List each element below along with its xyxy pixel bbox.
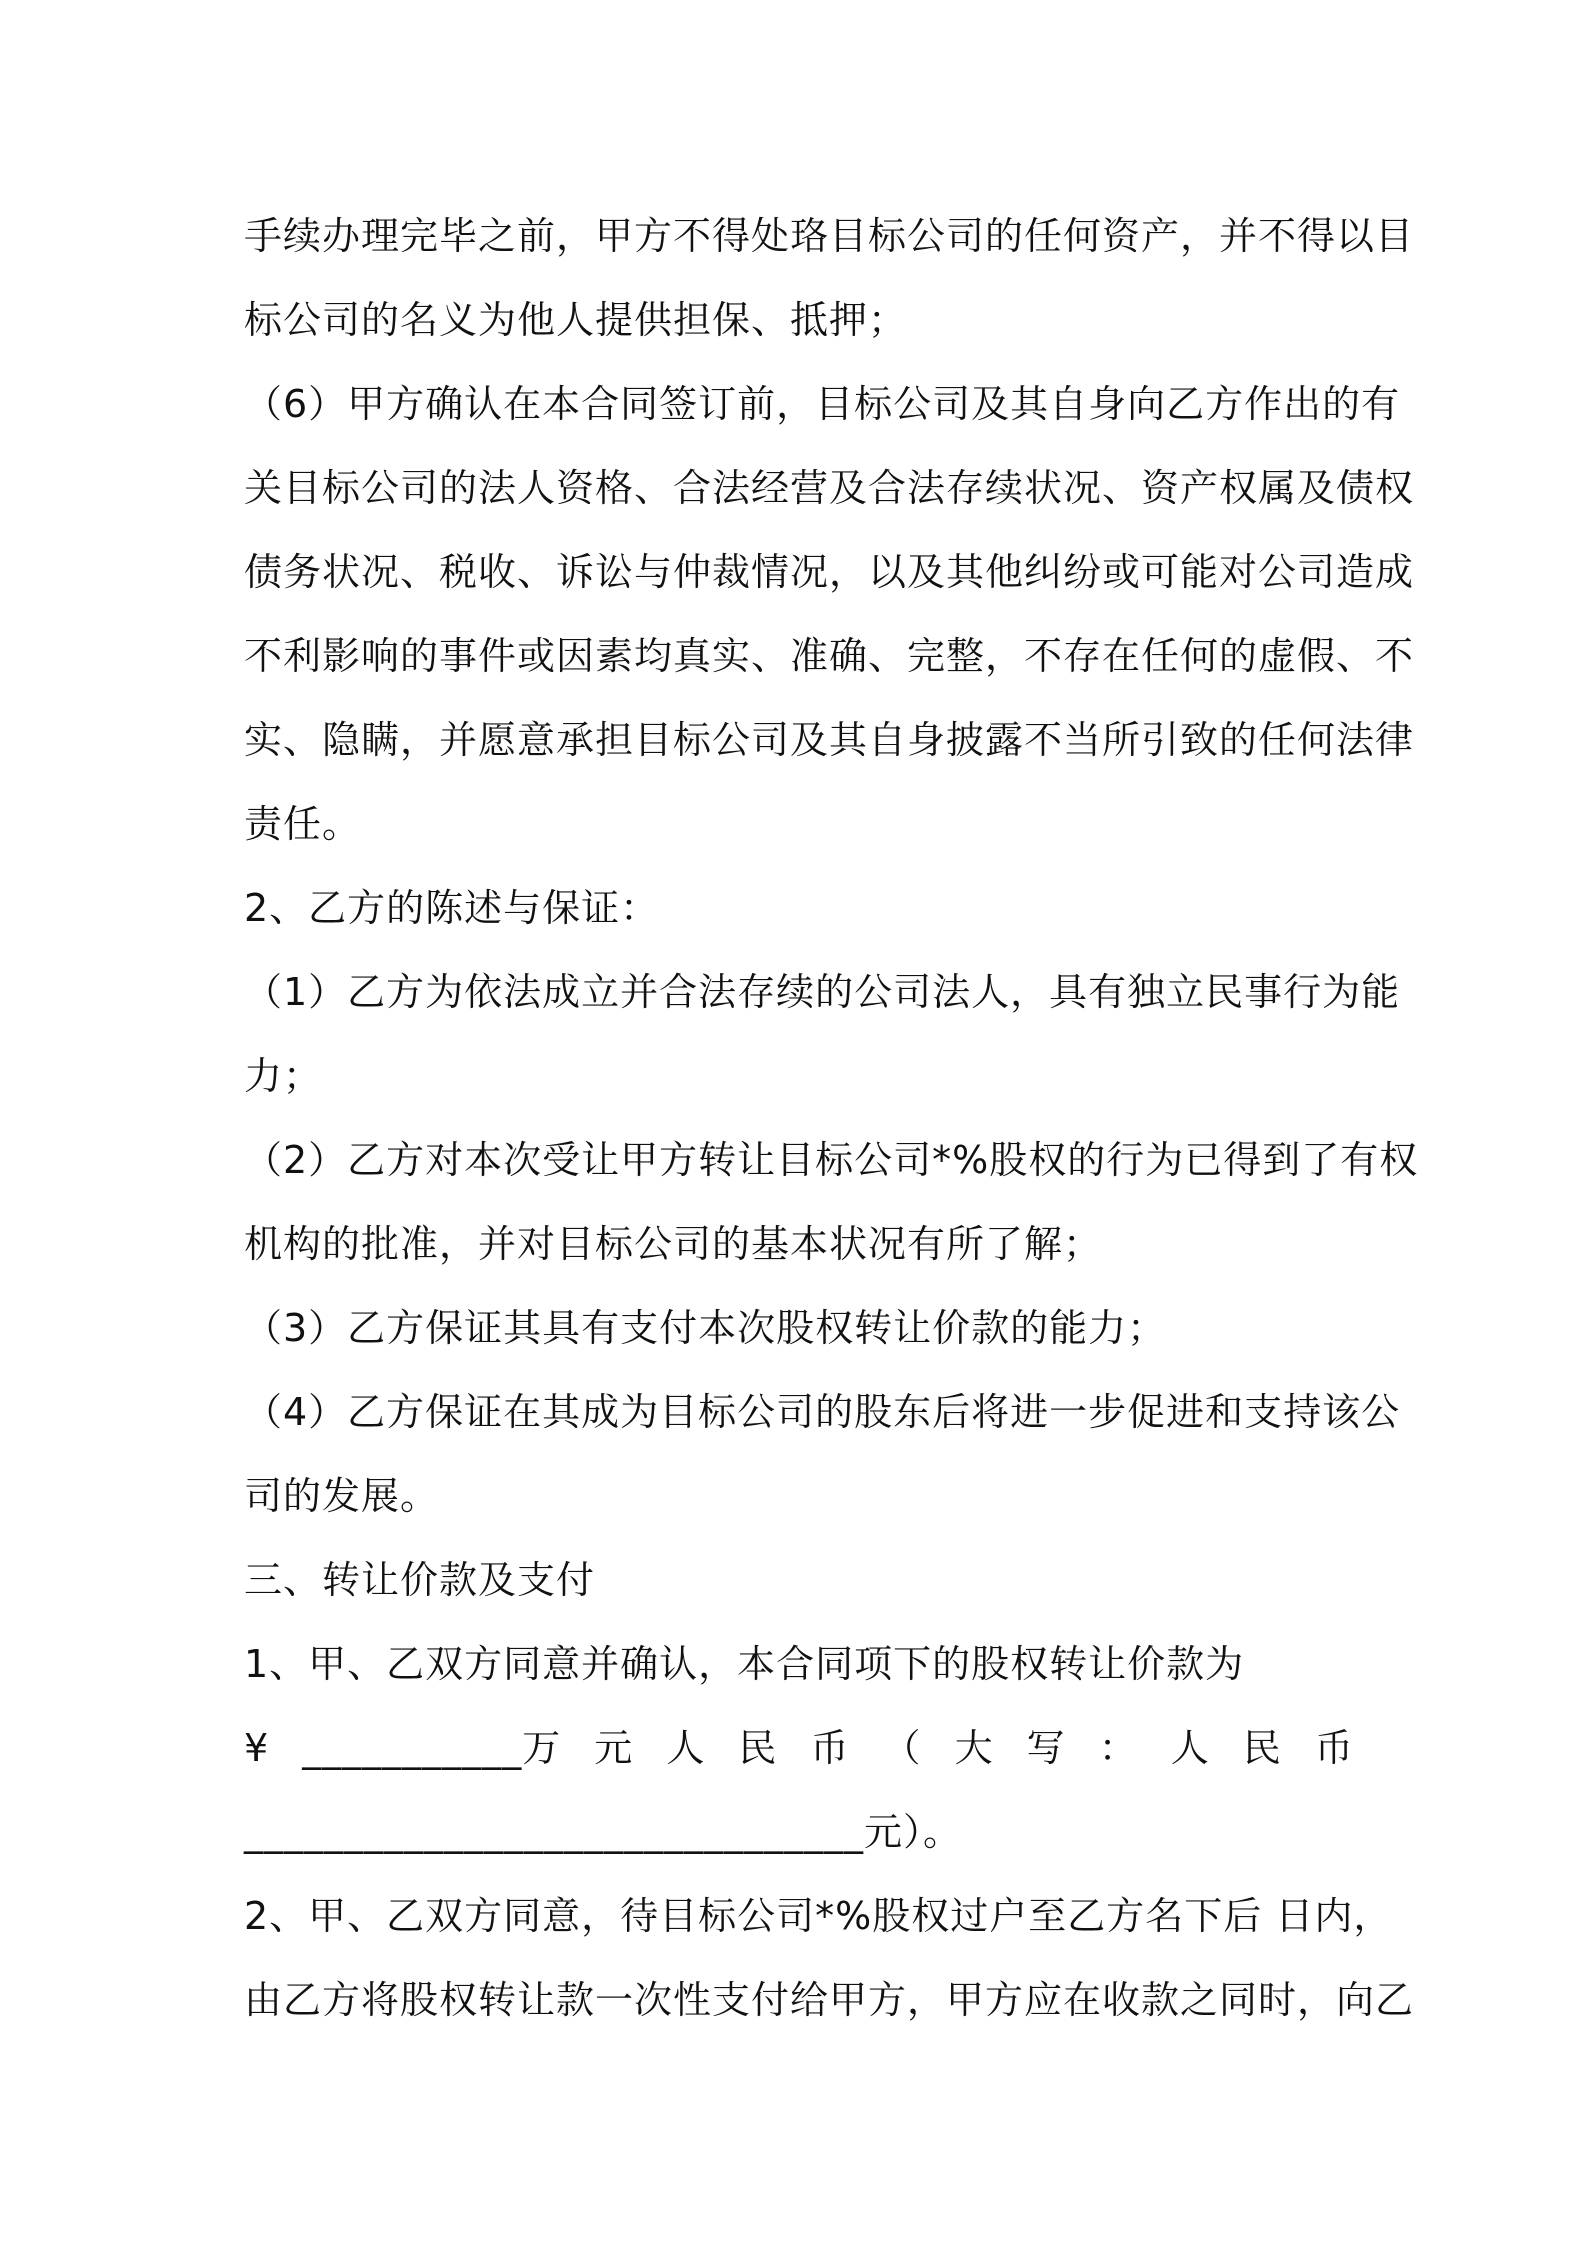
text-line: 关目标公司的法人资格、合法经营及合法存续状况、资产权属及债权 [244, 466, 1415, 510]
price-token: 民 [1242, 1726, 1282, 1770]
document-body [244, 194, 1419, 2042]
text-line: （4）乙方保证在其成为目标公司的股东后将进一步促进和支持该公 [244, 1390, 1401, 1434]
price-token: 民 [738, 1726, 778, 1770]
text-line: 标公司的名义为他人提供担保、抵押； [244, 298, 908, 342]
price-token: 币 [810, 1726, 850, 1770]
text-line: （6）甲方确认在本合同签订前，目标公司及其自身向乙方作出的有 [244, 382, 1401, 426]
text-line: （1）乙方为依法成立并合法存续的公司法人，具有独立民事行为能 [244, 970, 1401, 1014]
price-token: ___________万 [302, 1726, 562, 1770]
section-heading: 2、乙方的陈述与保证： [244, 886, 660, 930]
text-line: 司的发展。 [244, 1474, 440, 1518]
price-token: 人 [666, 1726, 706, 1770]
price-token: ¥ [244, 1726, 270, 1770]
text-line: （2）乙方对本次受让甲方转让目标公司*%股权的行为已得到了有权 [244, 1138, 1419, 1182]
text-line: 力； [244, 1054, 323, 1098]
text-line: （3）乙方保证其具有支付本次股权转让价款的能力； [244, 1306, 1167, 1350]
price-token: 写 [1026, 1726, 1066, 1770]
price-token: （ [882, 1726, 922, 1770]
text-line: 不利影响的事件或因素均真实、准确、完整，不存在任何的虚假、不 [244, 634, 1415, 678]
text-line: 债务状况、税收、诉讼与仲裁情况，以及其他纠纷或可能对公司造成 [244, 550, 1415, 594]
price-token: 元 [594, 1726, 634, 1770]
text-line: 实、隐瞒，并愿意承担目标公司及其自身披露不当所引致的任何法律 [244, 718, 1415, 762]
price-token: 大 [954, 1726, 994, 1770]
text-line: 由乙方将股权转让款一次性支付给甲方，甲方应在收款之同时，向乙 [244, 1978, 1415, 2022]
text-line: 责任。 [244, 802, 362, 846]
text-line: 2、甲、乙双方同意，待目标公司*%股权过户至乙方名下后 日内， [244, 1894, 1393, 1938]
price-token: 人 [1170, 1726, 1210, 1770]
price-token: 币 [1314, 1726, 1354, 1770]
amount-line: _______________________________元）。 [244, 1810, 963, 1854]
text-line: 1、甲、乙双方同意并确认，本合同项下的股权转让价款为 [244, 1642, 1245, 1686]
section-heading: 三、转让价款及支付 [244, 1558, 596, 1602]
text-line: 机构的批准，并对目标公司的基本状况有所了解； [244, 1222, 1103, 1266]
text-line: 手续办理完毕之前，甲方不得处珞目标公司的任何资产，并不得以目 [244, 214, 1415, 258]
price-line [244, 1706, 1354, 1790]
price-token: ： [1098, 1726, 1138, 1770]
